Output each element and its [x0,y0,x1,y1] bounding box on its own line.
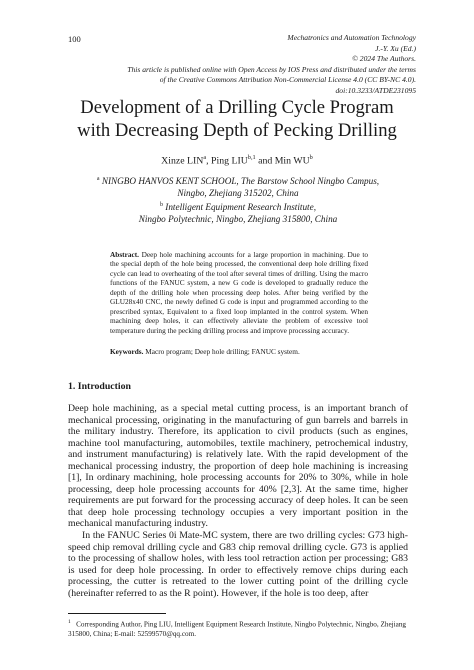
affiliation-marker: b [159,201,163,208]
author-list [60,154,414,166]
affiliation-marker: a [96,176,100,182]
affiliation-a-line-2: Ningbo, Zhejiang 315202, China [177,187,299,198]
affiliation-b-line-1: $^b$ Intelligent Equipment Research Institute, [159,201,316,212]
editor-line: J.-Y. Xu (Ed.) [375,43,416,53]
affiliations [68,174,408,225]
paragraph: In the FANUC Series 0i Mate-MC system, there are two drilling cycles: G73 high-speed chip removal drilling cycle and G83 chip removal drilling cycle. G73 is applied to the processing of shallow holes, with less tool retraction action per processing; G83 is used for deep hole processing. In order to effectively remove chips during each processing, the cutter is retreated to the lower cutting point of the drilling cycle (hereinafter referred to as the R point). However, if the hole is too deep, after [68,530,408,599]
keywords-label: Keywords. [110,347,144,356]
paragraph: Deep hole machining, as a special metal cutting process, is an important branch of mechanical processing, originating in the manufacturing of gun barrels and barrels in the military industry. Therefore, its application to civil products (such as engines, machine tool manufacturing, automobiles, textile machinery, petrochemical industry, and instrument manufacturing) is relatively late. With the rapid development of the mechanical processing industry, the proportion of deep hole machining is increasing [1], In ordinary machining, hole processing accounts for 20% to 30%, while in hole processing, deep hole processing accounts for 40% [2,3]. At the same time, higher requirements are put forward for the processing accuracy of deep holes. It can be seen that deep hole processing technology occupies a very important position in the mechanical manufacturing industry. [68,403,408,530]
author-separator: , [206,155,212,167]
journal-name: Mechatronics and Automation Technology [287,33,416,42]
copyright-line: © 2024 The Authors. [352,54,416,64]
footnote-text: Corresponding Author, Ping LIU, Intelligent Equipment Research Institute, Ningbo Polytechnic, Ningbo, Zhejiang 315800, China; E-mail: 52599570@qq.com. [68,620,407,639]
author-name: Ping LIU [211,155,248,167]
license-line-2: of the Creative Commons Attribution Non-Commercial License 4.0 (CC BY-NC 4.0). [159,75,416,85]
title-line-2: with Decreasing Depth of Pecking Drilling [77,120,397,141]
author-separator: and [255,155,275,167]
keywords [110,347,368,356]
abstract-label: Abstract. [110,250,139,259]
page-number: 100 [68,34,81,44]
abstract [110,250,368,335]
footnote [68,617,408,639]
author-affiliation-marker: b [309,154,313,161]
paper-title [60,96,414,142]
body-text [68,403,408,599]
author-name: Min WU [274,155,310,167]
affiliation-a-line-1: $^a$ NINGBO HANVOS KENT SCHOOL, The Barstow School Ningbo Campus, [96,176,380,187]
author-affiliation-marker: b,1 [247,154,256,161]
abstract-text: Deep hole machining accounts for a large proportion in machining. Due to the special depth of the hole being processed, the conventional deep hole drilling fixed cycle can lead to overheating of the tool after several times of drilling. Using the macro functions of the FANUC system, a new G code is developed to gradually reduce the depth of the drilling hole when processing deep holes. After being verified by the GLU28x40 CNC, the newly defined G code is input and programmed according to the prescribed syntax, Equivalent to a fixed loop implanted in the control system. When machining deep holes, it can effectively alleviate the problem of excessive tool temperature during the pecking drilling process and improve processing accuracy. [110,250,368,335]
section-heading: 1. Introduction [68,381,131,392]
running-header [86,33,416,97]
title-line-1: Development of a Drilling Cycle Program [80,97,394,118]
author-affiliation-marker: a [203,154,207,161]
footnote-rule [68,613,166,614]
keywords-text: Macro program; Deep hole drilling; FANUC system. [145,347,300,356]
footnote-marker: 1 [68,619,71,625]
affiliation-b-line-2: Ningbo Polytechnic, Ningbo, Zhejiang 315800, China [138,213,338,224]
doi-line: doi:10.3233/ATDE231095 [335,85,416,95]
license-line-1: This article is published online with Open Access by IOS Press and distributed under the terms [127,64,416,74]
author-name: Xinze LIN [161,155,204,167]
